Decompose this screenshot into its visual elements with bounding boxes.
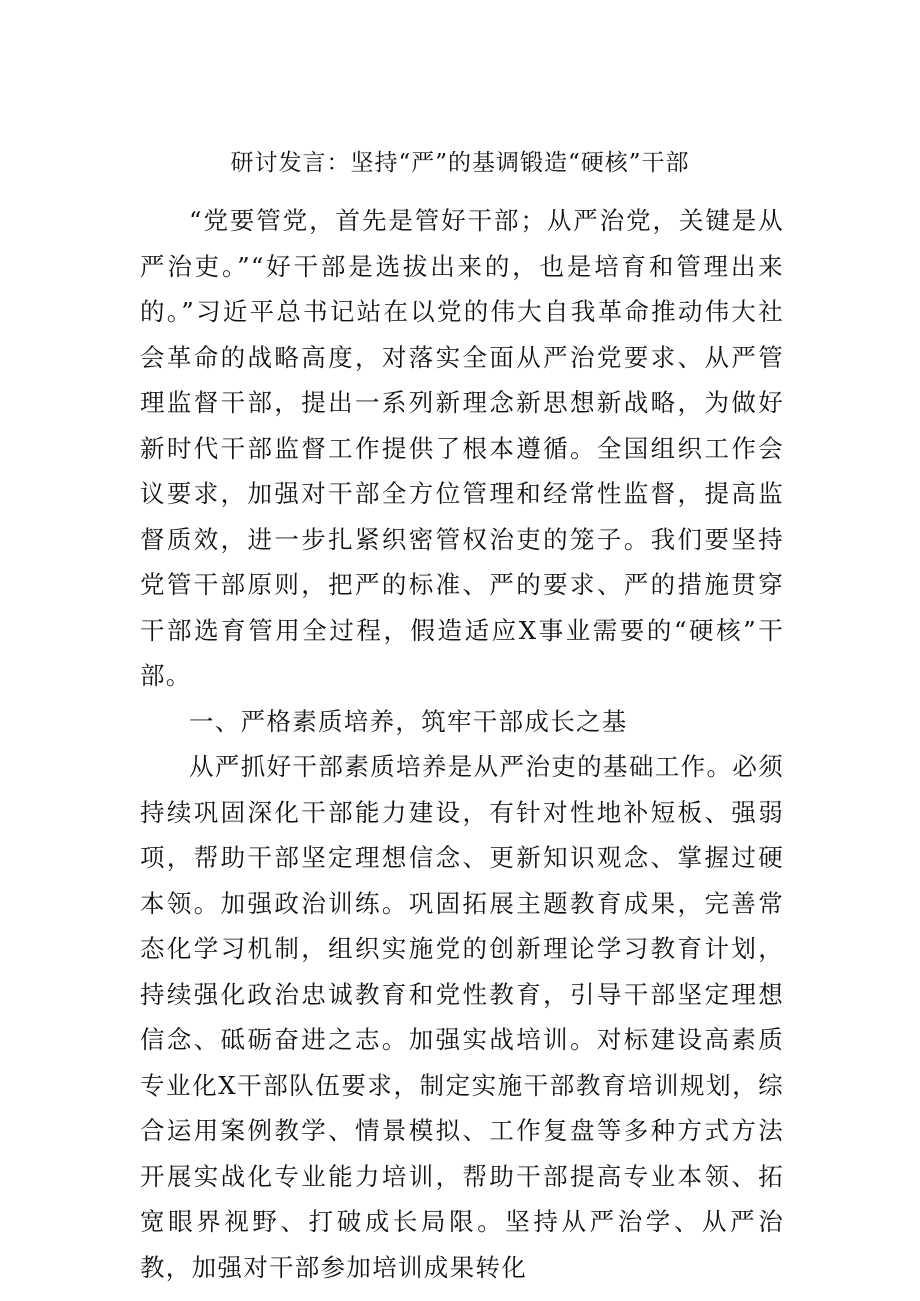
body-paragraph-intro: “党要管党，首先是管好干部；从严治党，关键是从严治吏。”“好干部是选拔出来的，也是培育和管理出来的。”习近平总书记站在以党的伟大自我革命推动伟大社会革命的战略高度，对落实全面从严治党要求、从严管理监督干部，提出一系列新理念新思想新战略，为做好新时代干部监督工作提供了根本遵循。全国组织工作会议要求，加强对干部全方位管理和经常性监督，提高监督质效，进一步扎紧织密管权治吏的笼子。我们要坚持党管干部原则，把严的标准、严的要求、严的措施贯穿干部选育管用全过程，假造适应X事业需要的“硬核”干部。 <box>140 206 784 690</box>
section-heading-1: 一、严格素质培养，筑牢干部成长之基 <box>189 706 628 736</box>
document-body <box>140 198 784 1290</box>
body-paragraph-section-1: 从严抓好干部素质培养是从严治吏的基础工作。必须持续巩固深化干部能力建设，有针对性地补短板、强弱项，帮助干部坚定理想信念、更新知识观念、掌握过硬本领。加强政治训练。巩固拓展主题教育成果，完善常态化学习机制，组织实施党的创新理论学习教育计划，持续强化政治忠诚教育和党性教育，引导干部坚定理想信念、砥砺奋进之志。加强实战培训。对标建设高素质专业化X干部队伍要求，制定实施干部教育培训规划，综合运用案例教学、情景模拟、工作复盘等多种方式方法开展实战化专业能力培训，帮助干部提高专业本领、拓宽眼界视野、打破成长局限。坚持从严治学、从严治教，加强对干部参加培训成果转化 <box>140 752 784 1282</box>
document-title: 研讨发言：坚持“严”的基调锻造“硬核”干部 <box>230 150 690 176</box>
